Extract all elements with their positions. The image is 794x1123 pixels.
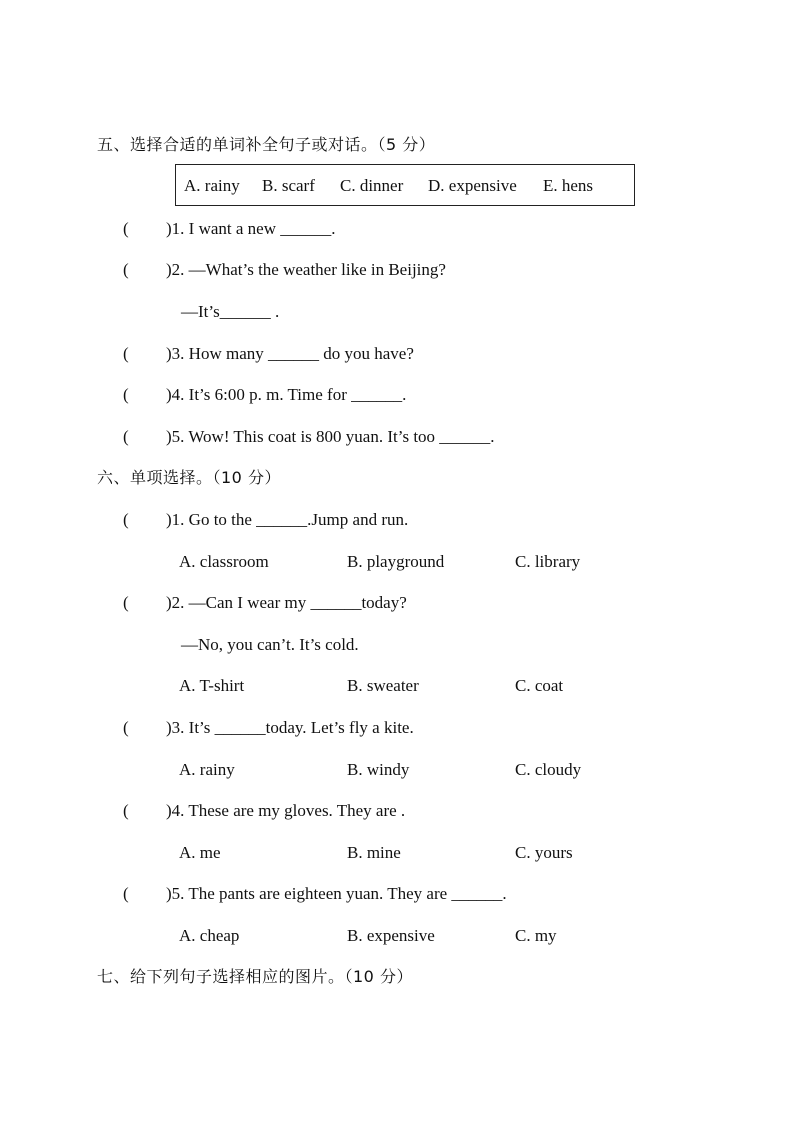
s6-q4-option-a: A. me: [179, 843, 221, 862]
s5-question-4: )4. It’s 6:00 p. m. Time for ______.: [166, 385, 407, 404]
s6-q3-option-a: A. rainy: [179, 760, 235, 779]
answer-bracket: (: [123, 344, 129, 363]
s6-question-4: )4. These are my gloves. They are .: [166, 801, 406, 820]
s6-q2-option-b: B. sweater: [347, 676, 419, 695]
s6-q4-option-c: C. yours: [515, 843, 573, 862]
s5-question-5: )5. Wow! This coat is 800 yuan. It’s too ______.: [166, 427, 495, 446]
answer-bracket: (: [123, 219, 129, 238]
answer-bracket: (: [123, 510, 129, 529]
word-bank-option-d: D. expensive: [428, 176, 517, 195]
answer-bracket: (: [123, 385, 129, 404]
section6-heading: 六、单项选择。（10 分）: [97, 468, 281, 487]
section5-heading: 五、选择合适的单词补全句子或对话。（5 分）: [97, 135, 436, 154]
s6-question-2: )2. —Can I wear my ______today?: [166, 593, 407, 612]
answer-bracket: (: [123, 260, 129, 279]
word-bank-box: [175, 164, 635, 206]
s6-q1-option-a: A. classroom: [179, 552, 269, 571]
s5-question-2-reply: —It’s______ .: [181, 302, 280, 321]
s6-question-3: )3. It’s ______today. Let’s fly a kite.: [166, 718, 414, 737]
s6-q5-option-b: B. expensive: [347, 926, 435, 945]
word-bank-option-b: B. scarf: [262, 176, 315, 195]
s6-q4-option-b: B. mine: [347, 843, 401, 862]
s5-question-1: )1. I want a new ______.: [166, 219, 336, 238]
section7-heading: 七、给下列句子选择相应的图片。（10 分）: [97, 967, 413, 986]
s6-q1-option-b: B. playground: [347, 552, 445, 571]
s6-q2-option-a: A. T-shirt: [179, 676, 245, 695]
word-bank-option-a: A. rainy: [184, 176, 240, 195]
word-bank-option-c: C. dinner: [340, 176, 404, 195]
s5-question-2: )2. —What’s the weather like in Beijing?: [166, 260, 446, 279]
s6-q1-option-c: C. library: [515, 552, 581, 571]
s6-question-1: )1. Go to the ______.Jump and run.: [166, 510, 409, 529]
s6-question-5: )5. The pants are eighteen yuan. They are ______.: [166, 884, 507, 903]
answer-bracket: (: [123, 801, 129, 820]
s6-q3-option-b: B. windy: [347, 760, 410, 779]
s6-q3-option-c: C. cloudy: [515, 760, 582, 779]
answer-bracket: (: [123, 884, 129, 903]
answer-bracket: (: [123, 718, 129, 737]
answer-bracket: (: [123, 593, 129, 612]
s6-question-2-reply: —No, you can’t. It’s cold.: [181, 635, 359, 654]
s5-question-3: )3. How many ______ do you have?: [166, 344, 414, 363]
s6-q5-option-a: A. cheap: [179, 926, 240, 945]
answer-bracket: (: [123, 427, 129, 446]
s6-q5-option-c: C. my: [515, 926, 557, 945]
word-bank-option-e: E. hens: [543, 176, 594, 195]
s6-q2-option-c: C. coat: [515, 676, 564, 695]
